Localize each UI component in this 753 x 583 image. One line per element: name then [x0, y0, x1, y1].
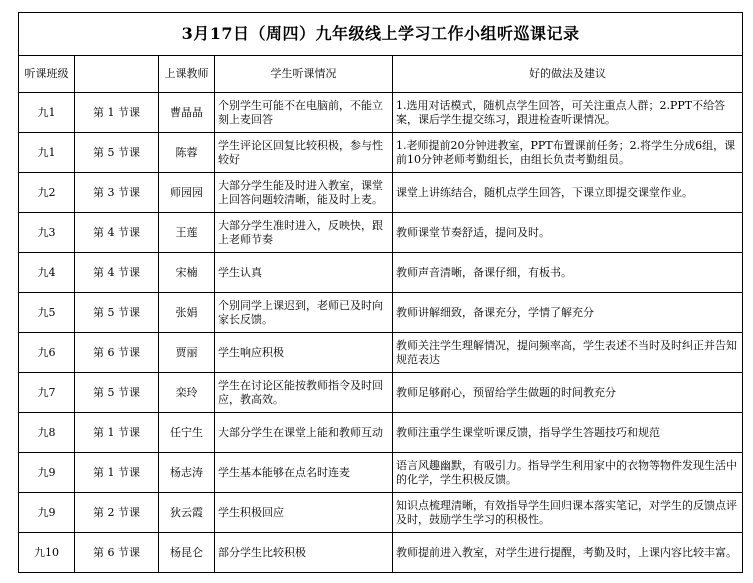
table-row	[19, 133, 743, 173]
header-class: 听课班级	[19, 56, 75, 93]
cell-practice: 教师提前进入教室，对学生进行提醒，考勤及时，上课内容比较丰富。	[393, 533, 743, 573]
cell-teacher: 栾玲	[159, 373, 215, 413]
cell-period: 第 6 节课	[75, 333, 159, 373]
header-teacher: 上课教师	[159, 56, 215, 93]
cell-practice: 知识点梳理清晰，有效指导学生回归课本落实笔记，对学生的反馈点评及时，鼓励学生学习的积极性。	[393, 493, 743, 533]
cell-practice: 课堂上讲练结合，随机点学生回答，下课立即提交课堂作业。	[393, 173, 743, 213]
cell-class: 九1	[19, 133, 75, 173]
cell-teacher: 杨志涛	[159, 453, 215, 493]
cell-class: 九1	[19, 93, 75, 133]
table-row	[19, 373, 743, 413]
cell-teacher: 曹晶晶	[159, 93, 215, 133]
cell-teacher: 贾丽	[159, 333, 215, 373]
cell-situation: 学生评论区回复比较积极，参与性较好	[215, 133, 393, 173]
cell-class: 九6	[19, 333, 75, 373]
table-row	[19, 173, 743, 213]
cell-period: 第 4 节课	[75, 213, 159, 253]
cell-class: 九9	[19, 453, 75, 493]
header-situation: 学生听课情况	[215, 56, 393, 93]
cell-situation: 学生积极回应	[215, 493, 393, 533]
table-row	[19, 453, 743, 493]
page-title: 3月17日（周四）九年级线上学习工作小组听巡课记录	[19, 13, 743, 56]
cell-teacher: 杨昆仑	[159, 533, 215, 573]
cell-teacher: 任宁生	[159, 413, 215, 453]
cell-period: 第 3 节课	[75, 173, 159, 213]
cell-situation: 个别学生可能不在电脑前，不能立刻上麦回答	[215, 93, 393, 133]
record-table	[18, 12, 743, 573]
cell-period: 第 5 节课	[75, 373, 159, 413]
cell-teacher: 陈蓉	[159, 133, 215, 173]
cell-situation: 大部分学生在课堂上能和教师互动	[215, 413, 393, 453]
cell-class: 九10	[19, 533, 75, 573]
cell-situation: 学生认真	[215, 253, 393, 293]
table-row	[19, 493, 743, 533]
cell-practice: 教师注重学生课堂听课反馈，指导学生答题技巧和规范	[393, 413, 743, 453]
cell-period: 第 1 节课	[75, 93, 159, 133]
cell-situation: 大部分学生准时进入，反映快，跟上老师节奏	[215, 213, 393, 253]
table-row	[19, 293, 743, 333]
table-row	[19, 213, 743, 253]
cell-class: 九7	[19, 373, 75, 413]
cell-practice: 教师讲解细致，备课充分，学情了解充分	[393, 293, 743, 333]
cell-situation: 学生在讨论区能按教师指令及时回应，教高效。	[215, 373, 393, 413]
table-row	[19, 533, 743, 573]
cell-situation: 部分学生比较积极	[215, 533, 393, 573]
cell-class: 九9	[19, 493, 75, 533]
cell-situation: 学生响应积极	[215, 333, 393, 373]
header-practice: 好的做法及建议	[393, 56, 743, 93]
cell-period: 第 2 节课	[75, 493, 159, 533]
cell-class: 九5	[19, 293, 75, 333]
cell-class: 九3	[19, 213, 75, 253]
header-period	[75, 56, 159, 93]
cell-teacher: 狄云霞	[159, 493, 215, 533]
cell-period: 第 1 节课	[75, 413, 159, 453]
cell-practice: 1.老师提前20分钟进教室，PPT布置课前任务；2.将学生分成6组，课前10分钟老师考勤组长，由组长负责考勤组员。	[393, 133, 743, 173]
record-sheet	[18, 12, 742, 573]
cell-situation: 个别同学上课迟到，老师已及时向家长反馈。	[215, 293, 393, 333]
cell-class: 九2	[19, 173, 75, 213]
table-row	[19, 253, 743, 293]
cell-period: 第 1 节课	[75, 453, 159, 493]
cell-practice: 教师课堂节奏舒适，提问及时。	[393, 213, 743, 253]
cell-practice: 教师声音清晰，备课仔细，有板书。	[393, 253, 743, 293]
cell-practice: 语言风趣幽默，有吸引力。指导学生利用家中的衣物等物件发现生活中的化学，学生积极反馈。	[393, 453, 743, 493]
cell-period: 第 5 节课	[75, 293, 159, 333]
table-row	[19, 413, 743, 453]
cell-situation: 大部分学生能及时进入教室，课堂上回答问题较清晰，能及时上麦。	[215, 173, 393, 213]
cell-class: 九8	[19, 413, 75, 453]
cell-practice: 1.选用对话模式，随机点学生回答，可关注重点人群；2.PPT不给答案，课后学生提交练习，跟进检查听课情况。	[393, 93, 743, 133]
cell-class: 九4	[19, 253, 75, 293]
table-row	[19, 93, 743, 133]
cell-teacher: 张娟	[159, 293, 215, 333]
table-row	[19, 333, 743, 373]
cell-practice: 教师足够耐心，预留给学生做题的时间教充分	[393, 373, 743, 413]
cell-period: 第 5 节课	[75, 133, 159, 173]
cell-teacher: 师园园	[159, 173, 215, 213]
table-body	[19, 93, 743, 573]
cell-teacher: 王莲	[159, 213, 215, 253]
cell-period: 第 6 节课	[75, 533, 159, 573]
cell-teacher: 宋楠	[159, 253, 215, 293]
cell-practice: 教师关注学生理解情况，提问频率高，学生表述不当时及时纠正并告知规范表达	[393, 333, 743, 373]
cell-situation: 学生基本能够在点名时连麦	[215, 453, 393, 493]
cell-period: 第 4 节课	[75, 253, 159, 293]
